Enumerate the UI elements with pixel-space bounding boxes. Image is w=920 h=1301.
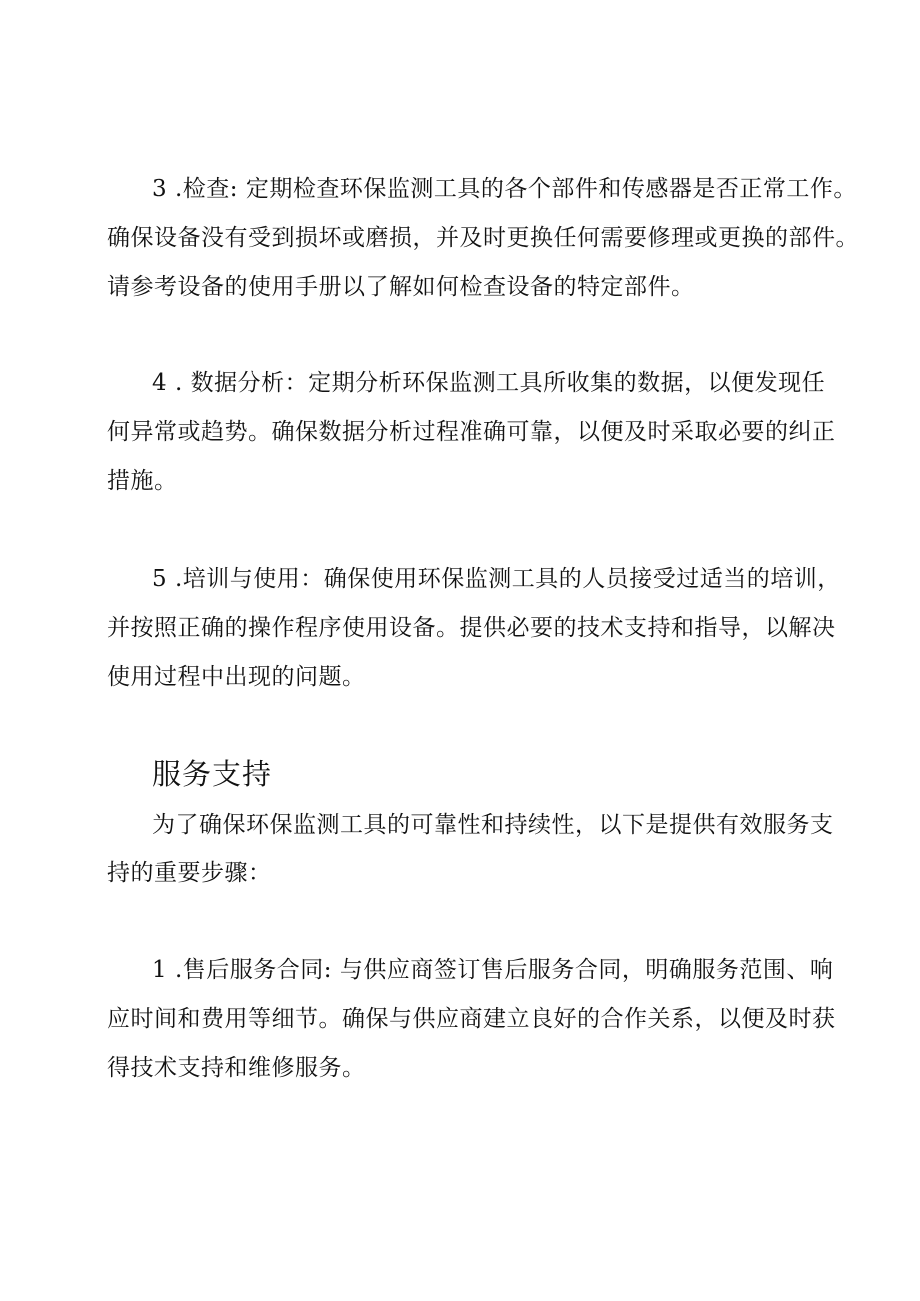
paragraph-line: 应时间和费用等细节。确保与供应商建立良好的合作关系，以便及时获 — [107, 1006, 836, 1032]
paragraph-line: 持的重要步骤： — [107, 860, 272, 886]
paragraph-line: 4 . 数据分析：定期分析环保监测工具所收集的数据，以便发现任 — [152, 370, 826, 396]
paragraph-line: 3 .检查: 定期检查环保监测工具的各个部件和传感器是否正常工作。 — [152, 176, 857, 202]
paragraph-line: 使用过程中出现的问题。 — [107, 664, 366, 690]
paragraph-line: 5 .培训与使用：确保使用环保监测工具的人员接受过适当的培训， — [152, 566, 841, 592]
paragraph-line: 得技术支持和维修服务。 — [107, 1055, 366, 1081]
paragraph-line: 为了确保环保监测工具的可靠性和持续性，以下是提供有效服务支 — [152, 812, 834, 838]
paragraph-line: 1 .售后服务合同: 与供应商签订售后服务合同，明确服务范围、响 — [152, 957, 834, 983]
paragraph-line: 措施。 — [107, 468, 178, 494]
section-heading: 服务支持 — [152, 757, 273, 791]
paragraph-line: 确保设备没有受到损坏或磨损，并及时更换任何需要修理或更换的部件。 — [107, 225, 859, 251]
paragraph-line: 何异常或趋势。确保数据分析过程准确可靠，以便及时采取必要的纠正 — [107, 419, 836, 445]
paragraph-line: 并按照正确的操作程序使用设备。提供必要的技术支持和指导，以解决 — [107, 615, 836, 641]
paragraph-line: 请参考设备的使用手册以了解如何检查设备的特定部件。 — [107, 274, 695, 300]
